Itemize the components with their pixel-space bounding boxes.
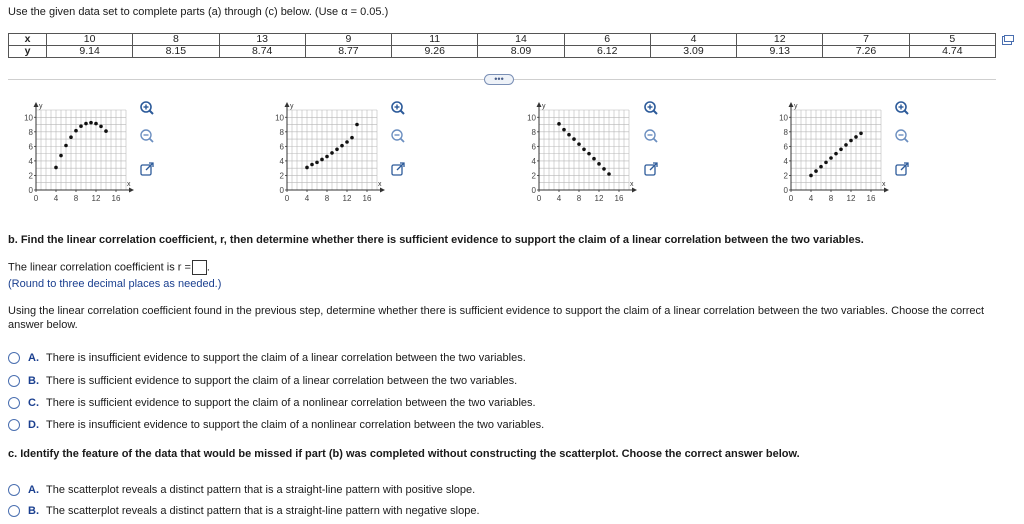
y-cell: 8.15 xyxy=(133,46,219,58)
data-point xyxy=(849,139,853,143)
y-axis-arrow xyxy=(537,102,542,107)
data-point xyxy=(84,122,88,126)
y-axis-label: y xyxy=(794,103,798,110)
x-cell: 7 xyxy=(823,34,909,46)
y-tick-label: 10 xyxy=(779,113,788,123)
x-cell: 11 xyxy=(392,34,478,46)
x-tick-label: 8 xyxy=(576,194,582,203)
zoom-out-icon[interactable] xyxy=(389,127,407,145)
x-tick-label: 4 xyxy=(556,194,562,203)
data-point xyxy=(557,122,561,126)
data-point xyxy=(582,147,586,151)
option-b-c[interactable] xyxy=(8,397,536,409)
x-tick-label: 0 xyxy=(33,194,39,203)
radio-button[interactable] xyxy=(8,397,20,409)
radio-button[interactable] xyxy=(8,484,20,496)
data-point xyxy=(345,140,349,144)
option-letter: B. xyxy=(28,375,39,387)
data-point xyxy=(69,135,73,139)
x-tick-label: 16 xyxy=(614,194,624,203)
popout-graph-icon[interactable] xyxy=(389,160,407,178)
y-tick-label: 0 xyxy=(783,186,788,195)
zoom-in-icon[interactable] xyxy=(893,99,911,117)
y-cell: 7.26 xyxy=(823,46,909,58)
option-letter: B. xyxy=(28,505,39,517)
option-c-b[interactable] xyxy=(8,505,480,517)
y-tick-label: 6 xyxy=(531,142,536,152)
x-tick-label: 4 xyxy=(304,194,310,203)
data-point xyxy=(819,165,823,169)
round-hint: (Round to three decimal places as needed.) xyxy=(8,278,222,290)
data-point xyxy=(340,144,344,148)
y-tick-label: 4 xyxy=(531,156,536,166)
data-point xyxy=(335,147,339,151)
data-point xyxy=(592,157,596,161)
y-tick-label: 8 xyxy=(783,127,788,137)
y-tick-label: 0 xyxy=(28,186,33,195)
r-answer-line xyxy=(8,260,210,275)
popout-graph-icon[interactable] xyxy=(893,160,911,178)
data-point xyxy=(562,128,566,132)
graph-c[interactable] xyxy=(519,100,639,210)
data-point xyxy=(597,162,601,166)
r-label: The linear correlation coefficient is r = xyxy=(8,261,191,274)
x-axis-label: x xyxy=(127,181,131,188)
x-axis-label: x xyxy=(630,181,634,188)
y-cell: 3.09 xyxy=(650,46,736,58)
y-tick-label: 2 xyxy=(279,171,284,181)
data-point xyxy=(602,167,606,171)
x-cell: 14 xyxy=(478,34,564,46)
y-axis-arrow xyxy=(285,102,290,107)
data-point xyxy=(99,125,103,129)
scatter-plot xyxy=(519,100,639,210)
y-tick-label: 8 xyxy=(531,127,536,137)
data-point xyxy=(350,136,354,140)
scatter-plot xyxy=(16,100,136,210)
data-point xyxy=(829,156,833,160)
y-cell: 8.74 xyxy=(219,46,305,58)
data-point xyxy=(64,144,68,148)
data-point xyxy=(577,142,581,146)
radio-button[interactable] xyxy=(8,505,20,517)
y-tick-label: 4 xyxy=(28,156,33,166)
y-axis-arrow xyxy=(34,102,39,107)
x-row xyxy=(9,34,996,46)
x-axis-arrow xyxy=(632,188,637,193)
data-point xyxy=(59,154,63,158)
x-axis-arrow xyxy=(380,188,385,193)
more-button[interactable]: ••• xyxy=(484,74,514,85)
y-cell: 6.12 xyxy=(564,46,650,58)
data-point xyxy=(315,161,319,165)
x-tick-label: 4 xyxy=(53,194,59,203)
data-point xyxy=(859,131,863,135)
x-cell: 4 xyxy=(650,34,736,46)
data-point xyxy=(809,174,813,178)
data-point xyxy=(310,163,314,167)
part-b-prompt: b. Find the linear correlation coefficient, r, then determine whether there is sufficient evidence to support the claim of a linear correlation between the two variables. xyxy=(8,234,864,246)
option-b-b[interactable] xyxy=(8,375,517,387)
radio-button[interactable] xyxy=(8,352,20,364)
zoom-out-icon[interactable] xyxy=(642,127,660,145)
zoom-out-icon[interactable] xyxy=(138,127,156,145)
option-letter: A. xyxy=(28,484,39,496)
r-answer-input[interactable] xyxy=(192,260,207,275)
y-tick-label: 4 xyxy=(783,156,788,166)
x-tick-label: 4 xyxy=(808,194,814,203)
y-row xyxy=(9,46,996,58)
y-cell: 8.77 xyxy=(305,46,391,58)
y-tick-label: 0 xyxy=(531,186,536,195)
zoom-in-icon[interactable] xyxy=(642,99,660,117)
data-point xyxy=(844,143,848,147)
data-point xyxy=(572,137,576,141)
x-axis-label: x xyxy=(882,181,886,188)
option-text: The scatterplot reveals a distinct pattern that is a straight-line pattern with positive slope. xyxy=(46,484,476,496)
y-cell: 4.74 xyxy=(909,46,995,58)
option-text: There is insufficient evidence to support the claim of a linear correlation between the two variables. xyxy=(46,352,526,364)
data-point xyxy=(839,147,843,151)
graph-d[interactable] xyxy=(771,100,891,210)
y-tick-label: 6 xyxy=(279,142,284,152)
option-letter: D. xyxy=(28,419,39,431)
option-letter: A. xyxy=(28,352,39,364)
data-point xyxy=(305,166,309,170)
x-tick-label: 0 xyxy=(536,194,542,203)
y-tick-label: 8 xyxy=(28,127,33,137)
y-axis-arrow xyxy=(789,102,794,107)
zoom-in-icon[interactable] xyxy=(389,99,407,117)
zoom-out-icon[interactable] xyxy=(893,127,911,145)
y-tick-label: 10 xyxy=(275,113,284,123)
x-axis-arrow xyxy=(884,188,889,193)
data-point xyxy=(854,135,858,139)
option-letter: C. xyxy=(28,397,39,409)
y-tick-label: 2 xyxy=(783,171,788,181)
x-tick-label: 8 xyxy=(73,194,79,203)
data-point xyxy=(814,169,818,173)
x-tick-label: 16 xyxy=(866,194,876,203)
x-cell: 12 xyxy=(737,34,823,46)
y-tick-label: 0 xyxy=(279,186,284,195)
x-cell: 5 xyxy=(909,34,995,46)
y-cell: 9.26 xyxy=(392,46,478,58)
data-point xyxy=(824,161,828,165)
data-point xyxy=(74,129,78,133)
x-tick-label: 12 xyxy=(594,194,604,203)
x-tick-label: 16 xyxy=(362,194,372,203)
y-tick-label: 10 xyxy=(24,113,33,123)
data-point xyxy=(355,123,359,127)
x-header: x xyxy=(9,34,47,46)
radio-button[interactable] xyxy=(8,419,20,431)
y-axis-label: y xyxy=(39,103,43,110)
r-suffix: . xyxy=(206,261,210,274)
data-point xyxy=(89,121,93,125)
graph-b[interactable] xyxy=(267,100,387,210)
graph-a[interactable] xyxy=(16,100,136,210)
y-cell: 9.13 xyxy=(737,46,823,58)
y-cell: 9.14 xyxy=(47,46,133,58)
x-cell: 10 xyxy=(47,34,133,46)
data-point xyxy=(325,155,329,159)
radio-button[interactable] xyxy=(8,375,20,387)
x-axis-arrow xyxy=(129,188,134,193)
part-c-prompt: c. Identify the feature of the data that would be missed if part (b) was completed without constructing the scatterplot. Choose the correct answer below. xyxy=(8,448,800,460)
y-tick-label: 10 xyxy=(527,113,536,123)
x-cell: 8 xyxy=(133,34,219,46)
y-tick-label: 6 xyxy=(28,142,33,152)
option-text: There is sufficient evidence to support the claim of a linear correlation between the two variables. xyxy=(46,375,518,387)
zoom-in-icon[interactable] xyxy=(138,99,156,117)
option-text: There is sufficient evidence to support the claim of a nonlinear correlation between the two variables. xyxy=(46,397,536,409)
scatter-plot xyxy=(267,100,387,210)
data-point xyxy=(54,166,58,170)
option-c-a[interactable] xyxy=(8,484,475,496)
x-tick-label: 12 xyxy=(846,194,856,203)
y-tick-label: 2 xyxy=(531,171,536,181)
x-tick-label: 8 xyxy=(324,194,330,203)
x-tick-label: 12 xyxy=(91,194,101,203)
x-tick-label: 0 xyxy=(788,194,794,203)
y-cell: 8.09 xyxy=(478,46,564,58)
data-point xyxy=(567,133,571,137)
y-tick-label: 4 xyxy=(279,156,284,166)
y-tick-label: 6 xyxy=(783,142,788,152)
x-tick-label: 8 xyxy=(828,194,834,203)
option-b-d[interactable] xyxy=(8,419,544,431)
popout-table-icon[interactable] xyxy=(1002,35,1014,46)
scatter-plot xyxy=(771,100,891,210)
y-header: y xyxy=(9,46,47,58)
x-tick-label: 12 xyxy=(342,194,352,203)
instruction-text: Use the given data set to complete parts (a) through (c) below. (Use α = 0.05.) xyxy=(8,6,389,18)
option-b-a[interactable] xyxy=(8,352,526,364)
y-axis-label: y xyxy=(290,103,294,110)
y-axis-label: y xyxy=(542,103,546,110)
x-cell: 6 xyxy=(564,34,650,46)
y-tick-label: 8 xyxy=(279,127,284,137)
x-tick-label: 16 xyxy=(111,194,121,203)
data-point xyxy=(330,151,334,155)
data-point xyxy=(607,172,611,176)
popout-graph-icon[interactable] xyxy=(642,160,660,178)
data-point xyxy=(94,122,98,126)
using-text: Using the linear correlation coefficient found in the previous step, determine whether there is sufficient evidence to support the claim of a linear correlation between the two variables. Choose the correct answer below. xyxy=(8,305,985,331)
x-axis-label: x xyxy=(378,181,382,188)
data-point xyxy=(104,129,108,133)
option-text: There is insufficient evidence to support the claim of a nonlinear correlation between the two variables. xyxy=(46,419,545,431)
data-point xyxy=(587,152,591,156)
x-cell: 9 xyxy=(305,34,391,46)
data-point xyxy=(320,158,324,162)
x-tick-label: 0 xyxy=(284,194,290,203)
x-cell: 13 xyxy=(219,34,305,46)
option-text: The scatterplot reveals a distinct pattern that is a straight-line pattern with negative slope. xyxy=(46,505,480,517)
data-table xyxy=(8,33,996,58)
popout-graph-icon[interactable] xyxy=(138,160,156,178)
data-point xyxy=(79,124,83,128)
data-point xyxy=(834,152,838,156)
y-tick-label: 2 xyxy=(28,171,33,181)
